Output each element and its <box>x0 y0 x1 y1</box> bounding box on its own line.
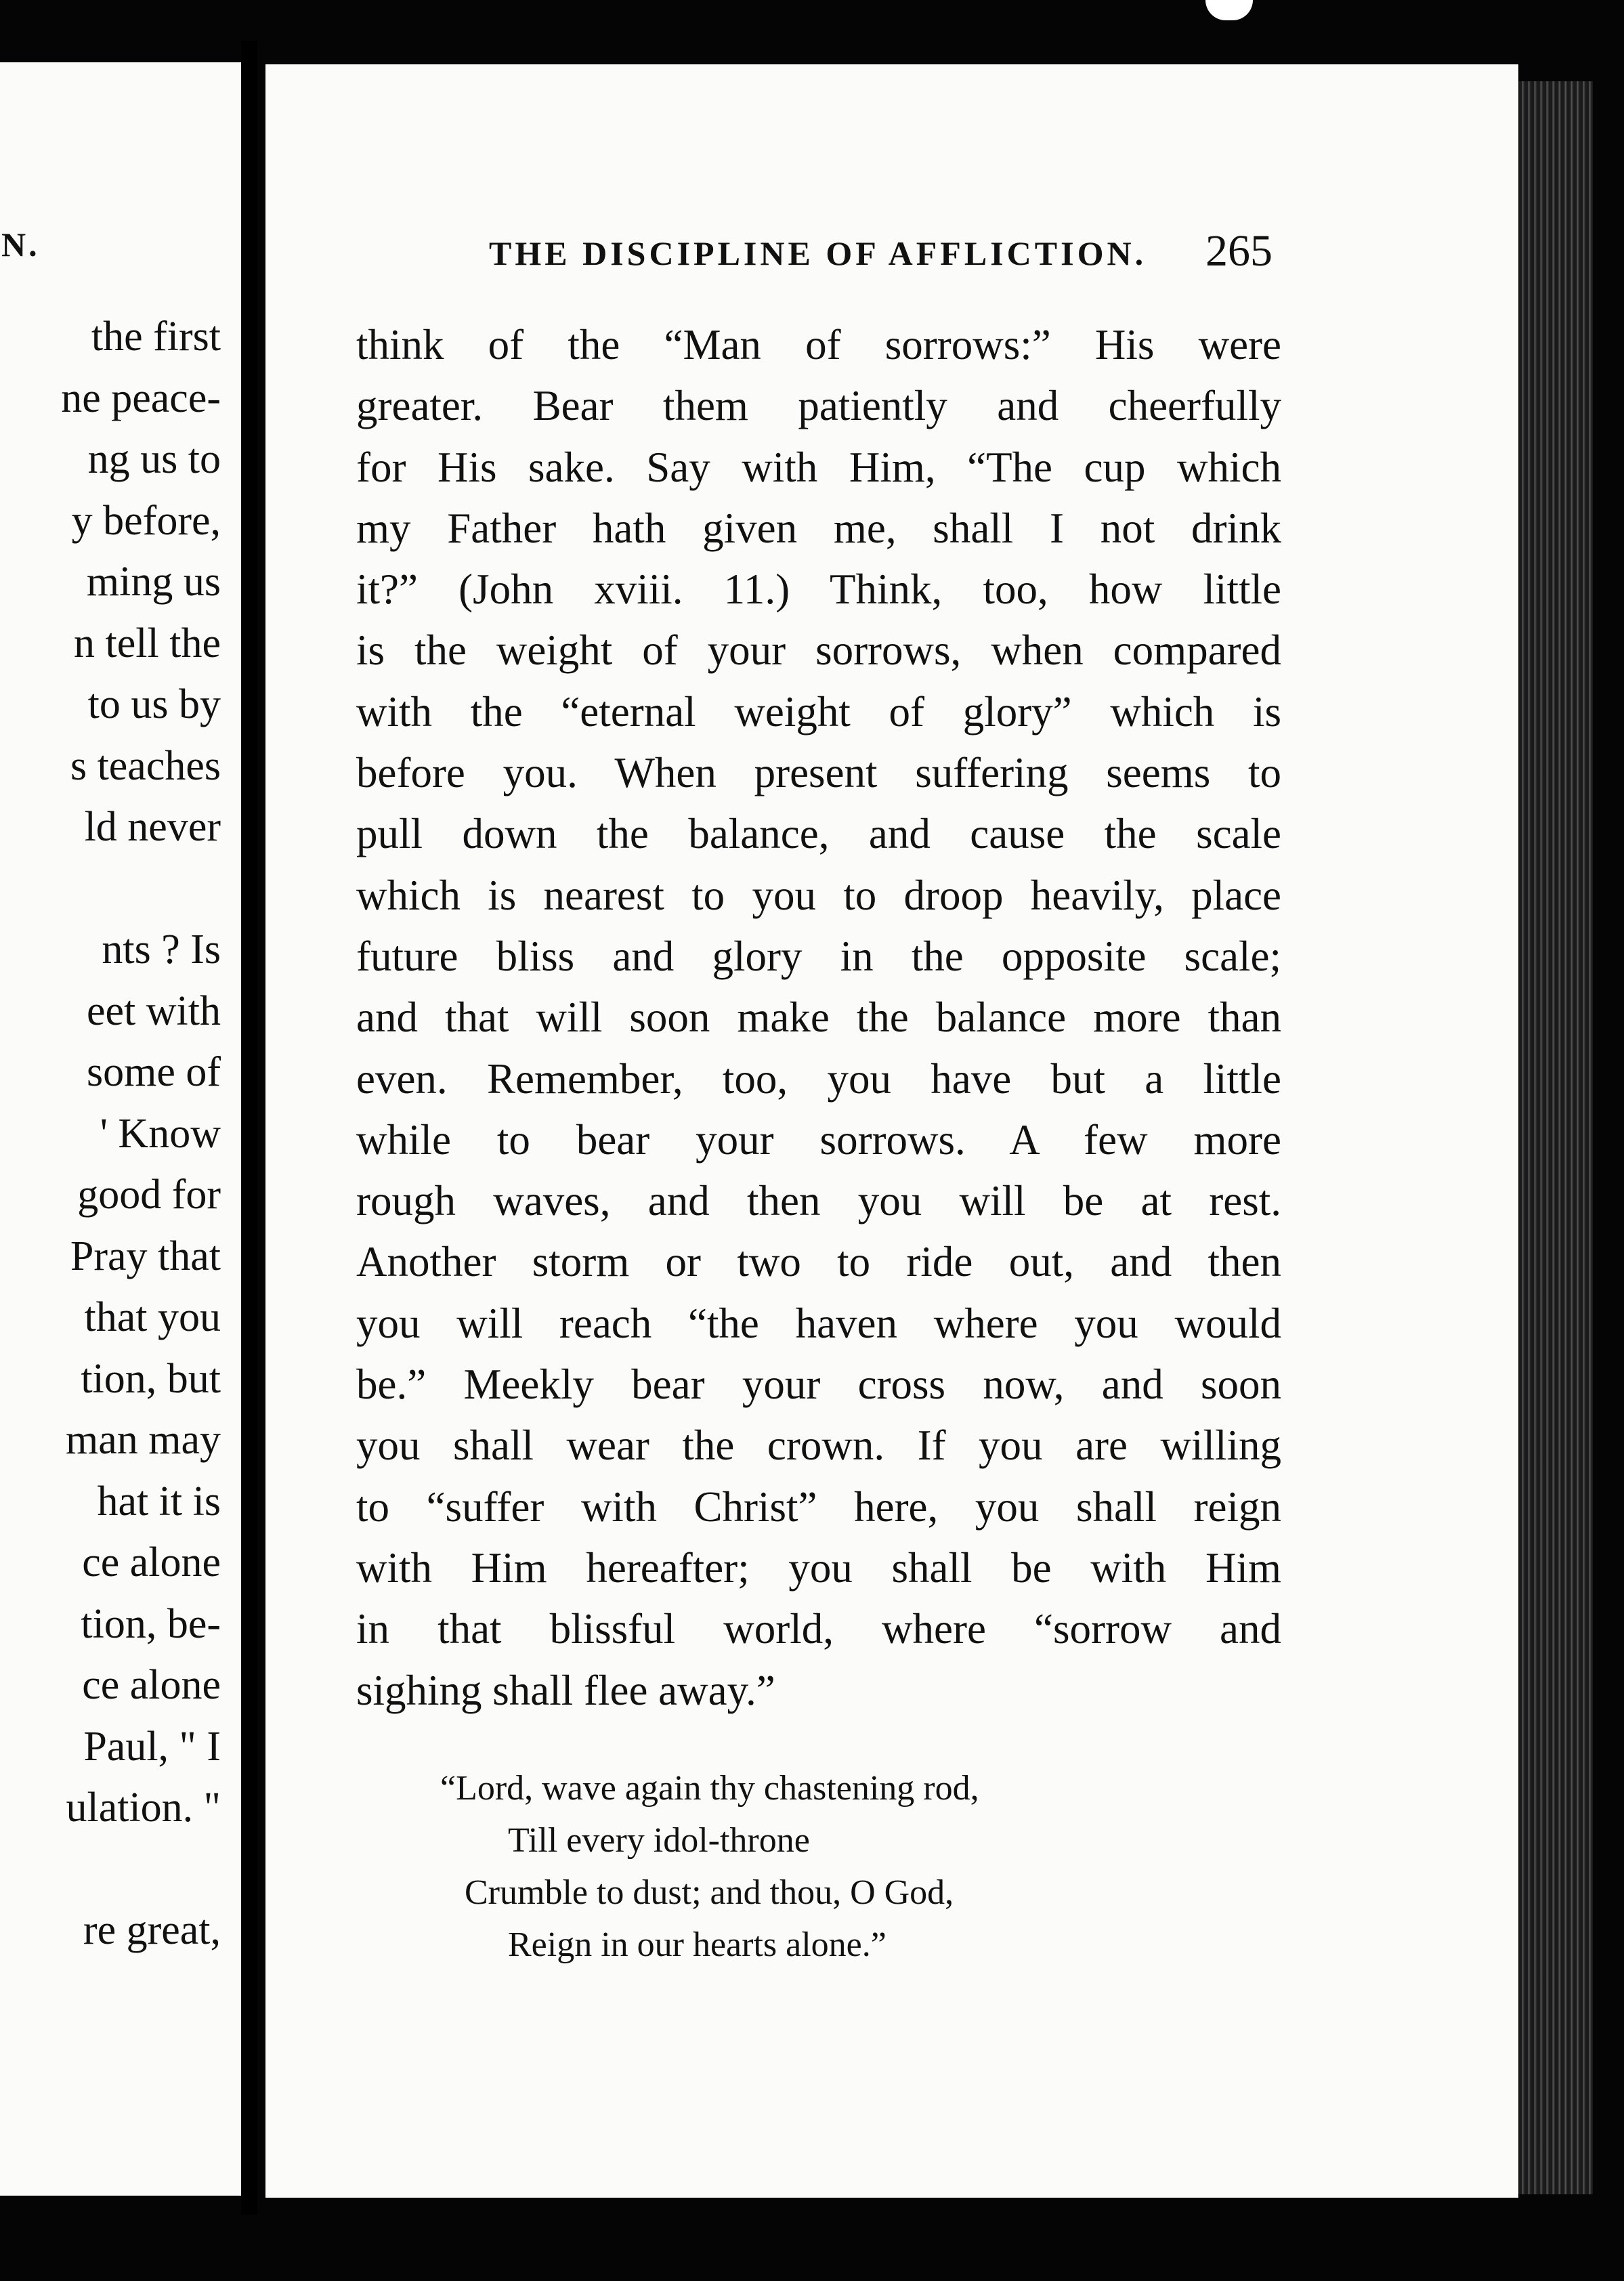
scan-speck <box>1205 0 1253 20</box>
text-line: with the “eternal weight of glory” which is <box>356 687 1281 736</box>
text-line: you shall wear the crown. If you are willing <box>356 1422 1281 1470</box>
text-line: s teaches <box>70 742 221 789</box>
poem-line: Till every idol-throne <box>508 1821 810 1860</box>
text-line: ce alone <box>82 1662 221 1708</box>
text-line: before you. When present suffering seems to <box>356 749 1281 797</box>
text-line: nts ? Is <box>102 926 221 973</box>
running-head: THE DISCIPLINE OF AFFLICTION. <box>489 234 1147 272</box>
text-line: re great, <box>83 1907 221 1953</box>
text-line: greater. Bear them patiently and cheerfully <box>356 382 1281 430</box>
text-line: Another storm or two to ride out, and then <box>356 1238 1281 1286</box>
text-line: ulation. " <box>66 1785 221 1831</box>
text-line: the first <box>91 314 221 360</box>
text-line: y before, <box>71 497 221 544</box>
poem-line: Reign in our hearts alone.” <box>508 1925 886 1964</box>
text-line: good for <box>77 1172 221 1218</box>
text-line: for His sake. Say with Him, “The cup which <box>356 443 1281 491</box>
left-page <box>0 62 241 2196</box>
poem-line: “Lord, wave again thy chastening rod, <box>440 1769 979 1808</box>
text-line: ming us <box>86 559 221 605</box>
left-page-text <box>0 306 221 1961</box>
book-gutter <box>241 41 257 2215</box>
text-line: that you <box>84 1294 221 1340</box>
text-line: n tell the <box>74 620 221 666</box>
text-line: and that will soon make the balance more than <box>356 994 1281 1042</box>
body-text <box>356 314 1281 1721</box>
text-line: ' Know <box>100 1110 221 1157</box>
text-line: some of <box>86 1049 221 1095</box>
text-line: ld never <box>84 804 221 850</box>
text-line: it?” (John xviii. 11.) Think, too, how little <box>356 566 1281 614</box>
text-line: tion, be- <box>81 1600 221 1647</box>
text-line: while to bear your sorrows. A few more <box>356 1115 1281 1164</box>
text-line: you will reach “the haven where you would <box>356 1299 1281 1347</box>
text-line: even. Remember, too, you have but a little <box>356 1054 1281 1103</box>
text-line: Pray that <box>70 1233 221 1279</box>
page-number: 265 <box>1205 226 1273 276</box>
text-line: rough waves, and then you will be at rest. <box>356 1177 1281 1225</box>
text-line: future bliss and glory in the opposite scale; <box>356 932 1281 980</box>
text-line: hat it is <box>97 1478 221 1525</box>
text-line: ce alone <box>82 1539 221 1585</box>
text-line: eet with <box>87 987 221 1034</box>
text-line: be.” Meekly bear your cross now, and soon <box>356 1361 1281 1409</box>
left-running-head: N. <box>1 226 40 263</box>
text-line: is the weight of your sorrows, when compared <box>356 626 1281 675</box>
text-line: tion, but <box>81 1355 221 1402</box>
text-line: to “suffer with Christ” here, you shall reign <box>356 1483 1281 1531</box>
text-line <box>0 1839 221 1900</box>
text-line: with Him hereafter; you shall be with Him <box>356 1543 1281 1592</box>
page-edges <box>1518 81 1593 2194</box>
text-line: ne peace- <box>61 375 221 421</box>
text-line: sighing shall flee away.” <box>356 1666 775 1714</box>
text-line: my Father hath given me, shall I not drink <box>356 504 1281 552</box>
text-line: think of the “Man of sorrows:” His were <box>356 321 1281 368</box>
text-line: in that blissful world, where “sorrow and <box>356 1605 1281 1653</box>
poem-line: Crumble to dust; and thou, O God, <box>465 1873 954 1912</box>
text-line <box>0 858 221 920</box>
text-line: which is nearest to you to droop heavily, place <box>356 871 1281 919</box>
text-line: ng us to <box>87 436 221 482</box>
text-line: to us by <box>87 681 221 727</box>
text-line: Paul, " I <box>83 1723 221 1770</box>
poem-quote <box>440 1762 979 1971</box>
text-line: man may <box>66 1417 221 1463</box>
text-line: pull down the balance, and cause the scale <box>356 810 1281 858</box>
